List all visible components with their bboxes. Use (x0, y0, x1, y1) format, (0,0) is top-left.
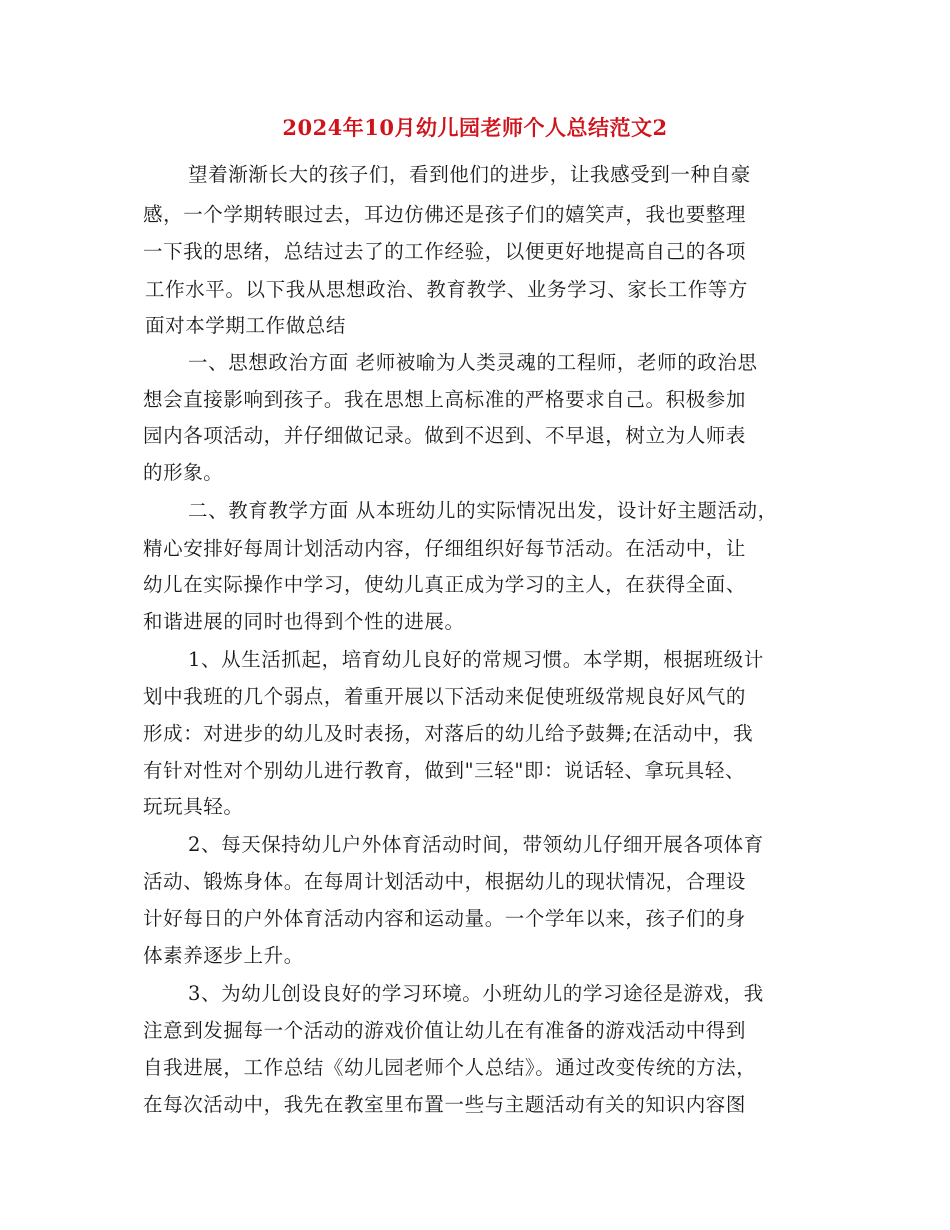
text-line-15: 划中我班的几个弱点，着重开展以下活动来促使班级常规良好风气的 (143, 685, 747, 708)
text-line-2: 感，一个学期转眼过去，耳边仿佛还是孩子们的嬉笑声，我也要整理 (143, 203, 747, 226)
text-line-16: 形成：对进步的幼儿及时表扬，对落后的幼儿给予鼓舞;在活动中，我 (143, 722, 754, 745)
text-line-1: 望着渐渐长大的孩子们，看到他们的进步，让我感受到一种自豪 (188, 163, 751, 186)
text-line-11: 精心安排好每周计划活动内容，仔细组织好每节活动。在活动中，让 (143, 537, 747, 560)
text-line-26: 在每次活动中，我先在教室里布置一些与主题活动有关的知识内容图 (143, 1093, 747, 1116)
text-line-18: 玩玩具轻。 (143, 795, 244, 818)
text-line-3: 一下我的思绪，总结过去了的工作经验，以便更好地提高自己的各项 (143, 240, 747, 263)
document-title: 2024年10月幼儿园老师个人总结范文2 (282, 115, 668, 140)
text-line-24: 注意到发掘每一个活动的游戏价值让幼儿在有准备的游戏活动中得到 (143, 1019, 747, 1042)
text-line-12: 幼儿在实际操作中学习，使幼儿真正成为学习的主人，在获得全面、 (143, 573, 747, 596)
text-line-4: 工作水平。以下我从思想政治、教育教学、业务学习、家长工作等方 (145, 278, 749, 301)
text-line-20: 活动、锻炼身体。在每周计划活动中，根据幼儿的现状情况，合理设 (143, 870, 747, 893)
text-line-9: 的形象。 (143, 461, 224, 484)
text-line-19: 2、每天保持幼儿户外体育活动时间，带领幼儿仔细开展各项体育 (188, 833, 764, 856)
text-line-10: 二、教育教学方面 从本班幼儿的实际情况出发，设计好主题活动， (188, 499, 778, 522)
text-line-21: 计好每日的户外体育活动内容和运动量。一个学年以来，孩子们的身 (143, 907, 747, 930)
text-line-13: 和谐进展的同时也得到个性的进展。 (143, 610, 465, 633)
text-line-25: 自我进展，工作总结《幼儿园老师个人总结》。通过改变传统的方法， (143, 1056, 757, 1079)
text-line-8: 园内各项活动，并仔细做记录。做到不迟到、不早退，树立为人师表 (143, 424, 747, 447)
text-line-17: 有针对性对个别幼儿进行教育，做到"三轻"即：说话轻、拿玩具轻、 (143, 759, 746, 782)
text-line-22: 体素养逐步上升。 (143, 944, 304, 967)
text-line-6: 一、思想政治方面 老师被喻为人类灵魂的工程师，老师的政治思 (188, 351, 758, 374)
text-line-14: 1、从生活抓起，培育幼儿良好的常规习惯。本学期，根据班级计 (188, 648, 764, 671)
text-line-23: 3、为幼儿创设良好的学习环境。小班幼儿的学习途径是游戏，我 (188, 982, 764, 1005)
text-line-7: 想会直接影响到孩子。我在思想上高标准的严格要求自己。积极参加 (143, 388, 747, 411)
text-line-5: 面对本学期工作做总结 (145, 314, 347, 337)
